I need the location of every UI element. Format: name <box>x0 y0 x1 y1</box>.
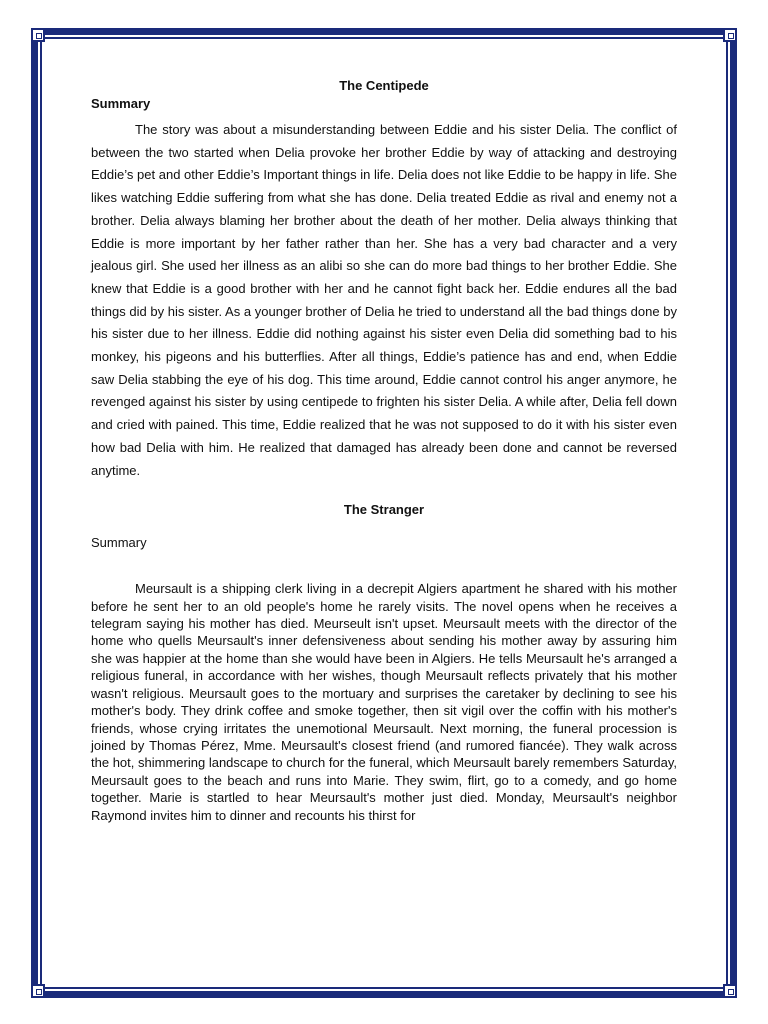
summary-heading-centipede: Summary <box>91 96 151 111</box>
section-title-centipede: The Centipede <box>339 78 429 93</box>
summary-paragraph-centipede: The story was about a misunderstanding between Eddie and his sister Delia. The conflict of between the two started when Delia provoke her brother Eddie by way of attacking and destroying Eddie’s pet and other Eddie’s Important things in life. Delia does not like Eddie to be happy in life. She likes watching Eddie suffering from what she has done. Delia treated Eddie as rival and enemy not a brother. Delia always blaming her brother about the death of her mother. Delia always thinking that Eddie is more important by her father rather than her. She has a very bad character and a very jealous girl. She used her illness as an alibi so she can do more bad things to her brother Eddie. She knew that Eddie is a good brother with her and he cannot fight back her. Eddie endures all the bad things did by his sister. As a younger brother of Delia he tried to understand all the bad things done by his sister due to her illness. Eddie did nothing against his sister even Delia did something bad to his monkey, his pigeons and his butterflies. After all things, Eddie’s patience has and end, when Eddie saw Delia stabbing the eye of his dog. This time around, Eddie cannot control his anger anymore, he revenged against his sister by using centipede to frighten his sister Delia. A while after, Delia fell down and cried with pained. This time, Eddie realized that he was not supposed to do it with his sister even how bad Delia with him. He realized that damaged has already been done and cannot be reversed anytime. <box>91 122 677 478</box>
corner-ornament-bottom-left <box>31 984 45 998</box>
corner-ornament-bottom-right <box>723 984 737 998</box>
corner-ornament-top-left <box>31 28 45 42</box>
summary-paragraph-stranger: Meursault is a shipping clerk living in a decrepit Algiers apartment he shared with his mother before he sent her to an old people's home he rarely visits. The novel opens when he receives a telegram saying his mother has died. Meurseult isn't upset. Meursault meets with the director of the home who quells Meursault's inner defensiveness about sending his mother away by assuring him she was happier at the home than she would have been in Algiers. He tells Meursault he's arranged a religious funeral, in accordance with her wishes, though Meursault reflects privately that his mother wasn't religious. Meursault goes to the mortuary and surprises the caretaker by declining to see his mother's body. They drink coffee and smoke together, then sit vigil over the coffin with his mother's friends, whose crying irritates the unemotional Meursault. Next morning, the funeral procession is joined by Thomas Pérez, Mme. Meursault's closest friend (and rumored fiancée). They walk across the hot, shimmering landscape to church for the funeral, which Meursault barely remembers Saturday, Meursault goes to the beach and runs into Marie. They swim, flirt, go to a comedy, and go home together. Marie is startled to hear Meursault's mother just died. Monday, Meursault's neighbor Raymond invites him to dinner and recounts his thirst for <box>91 581 677 823</box>
document-body <box>91 78 677 824</box>
section-title-stranger: The Stranger <box>343 502 425 518</box>
summary-heading-stranger: Summary <box>91 535 147 551</box>
corner-ornament-top-right <box>723 28 737 42</box>
